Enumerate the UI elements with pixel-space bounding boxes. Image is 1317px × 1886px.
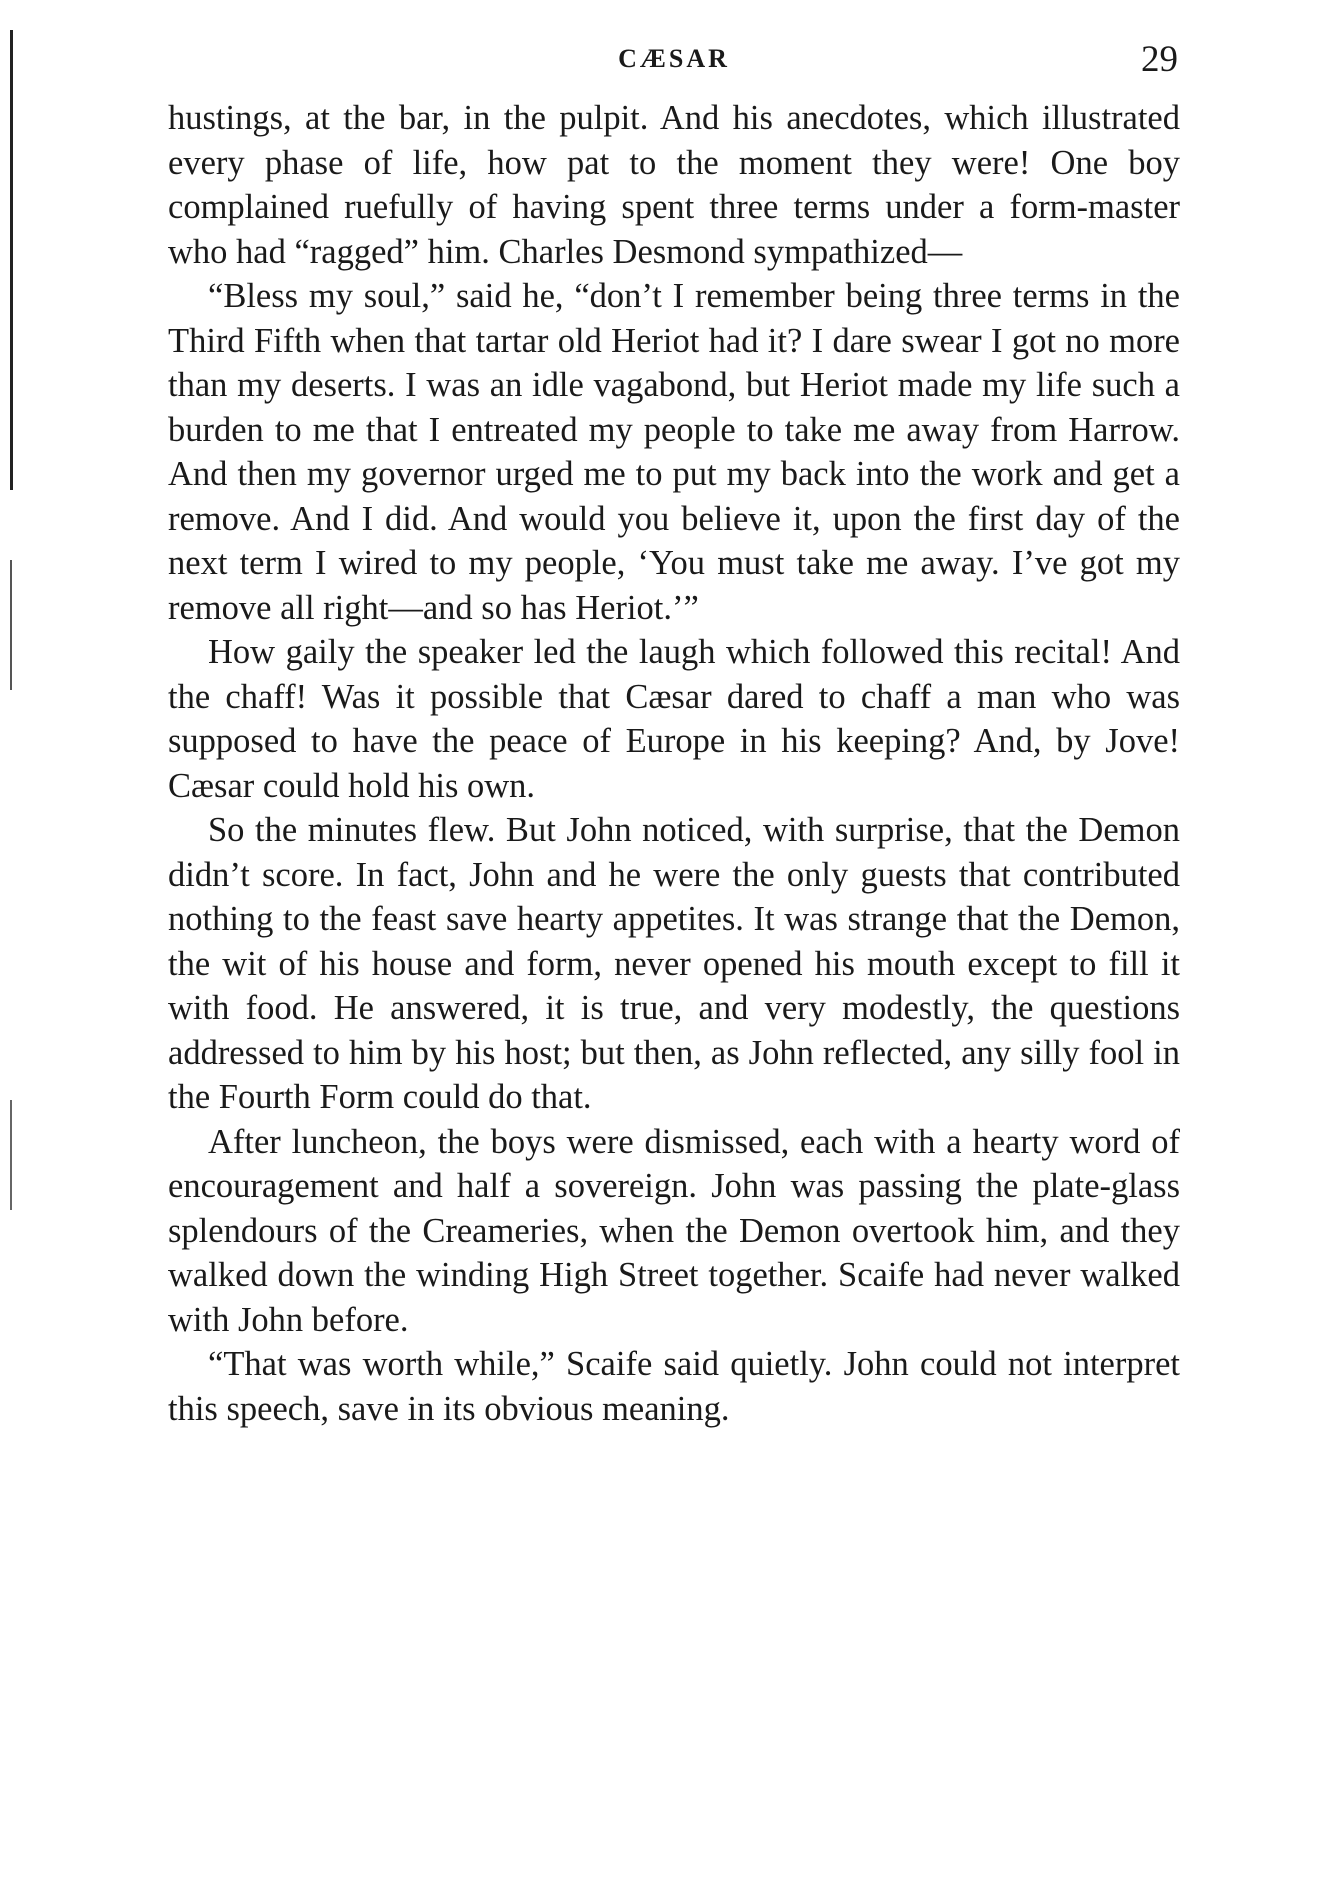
page-number: 29	[1141, 39, 1178, 80]
text-body	[168, 96, 1180, 1431]
page-binding-edge	[10, 30, 13, 490]
paragraph-5: After luncheon, the boys were dismissed, each with a hearty word of encouragement and half a sovereign. John was passing the plate-glass splendours of the Creameries, when the Demon overtook him, and they walked down the winding High Street together. Scaife had never walked with John before.	[168, 1122, 1180, 1339]
paragraph-6: “That was worth while,” Scaife said quietly. John could not interpret this speech, save in its obvious meaning.	[168, 1345, 1180, 1428]
page-binding-edge-mark-lower	[10, 1100, 12, 1210]
paragraph-1: hustings, at the bar, in the pulpit. And his anecdotes, which illustrated every phase of life, how pat to the moment they were! One boy complained ruefully of having spent three terms under a form-master who had “ragged” him. Charles Desmond sympathized—	[168, 99, 1180, 271]
running-title: CÆSAR	[618, 44, 730, 73]
paragraph-2: “Bless my soul,” said he, “don’t I remember being three terms in the Third Fifth when that tartar old Heriot had it? I dare swear I got no more than my deserts. I was an idle vagabond, but Heriot made my life such a burden to me that I entreated my people to take me away from Harrow. And then my governor urged me to put my back into the work and get a remove. And I did. And would you believe it, upon the first day of the next term I wired to my people, ‘You must take me away. I’ve got my remove all right—and so has Heriot.’”	[168, 277, 1180, 627]
paragraph-3: How gaily the speaker led the laugh which followed this recital! And the chaff! Was it possible that Cæsar dared to chaff a man who was supposed to have the peace of Europe in his keeping? And, by Jove! Cæsar could hold his own.	[168, 633, 1180, 805]
paragraph-4: So the minutes flew. But John noticed, with surprise, that the Demon didn’t score. In fact, John and he were the only guests that contributed nothing to the feast save hearty appetites. It was strange that the Demon, the wit of his house and form, never opened his mouth except to fill it with food. He answered, it is true, and very modestly, the questions addressed to him by his host; but then, as John reflected, any silly fool in the Fourth Form could do that.	[168, 811, 1180, 1116]
page-binding-edge-mark	[10, 560, 12, 690]
running-head	[168, 38, 1180, 88]
